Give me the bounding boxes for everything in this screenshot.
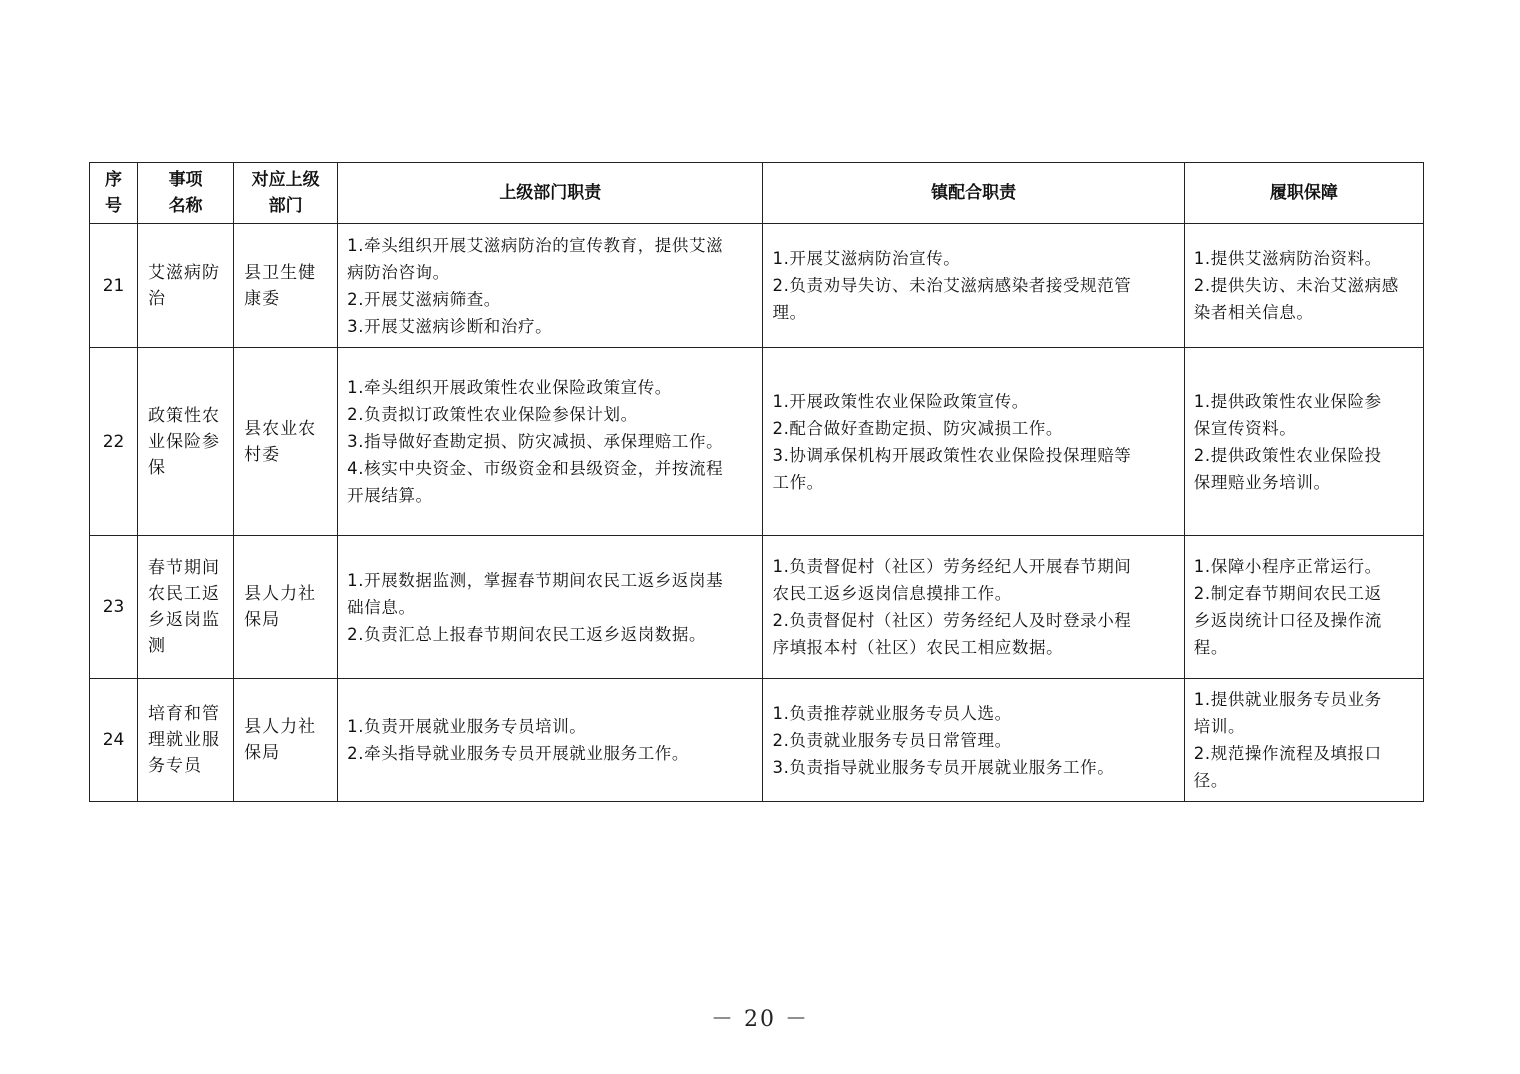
header-upper-dept: 对应上级 部门 — [234, 163, 338, 224]
guarantee: 1.提供政策性农业保险参 保宣传资料。 2.提供政策性农业保险投 保理赔业务培训。 — [1184, 348, 1423, 536]
table-row — [90, 679, 1424, 802]
town-duties: 1.负责推荐就业服务专员人选。 2.负责就业服务专员日常管理。 3.负责指导就业服务专员开展就业服务工作。 — [763, 679, 1184, 802]
upper-department: 县农业农 村委 — [234, 348, 338, 536]
header-upper-duties: 上级部门职责 — [338, 163, 763, 224]
header-item-name: 事项 名称 — [138, 163, 234, 224]
guarantee: 1.提供就业服务专员业务 培训。 2.规范操作流程及填报口 径。 — [1184, 679, 1423, 802]
upper-duties: 1.开展数据监测，掌握春节期间农民工返乡返岗基 础信息。 2.负责汇总上报春节期间农民工返乡返岗数据。 — [338, 536, 763, 679]
guarantee: 1.提供艾滋病防治资料。 2.提供失访、未治艾滋病感 染者相关信息。 — [1184, 224, 1423, 348]
upper-department: 县人力社 保局 — [234, 536, 338, 679]
guarantee: 1.保障小程序正常运行。 2.制定春节期间农民工返 乡返岗统计口径及操作流 程。 — [1184, 536, 1423, 679]
row-number: 21 — [90, 224, 138, 348]
header-no: 序 号 — [90, 163, 138, 224]
upper-department: 县人力社 保局 — [234, 679, 338, 802]
duty-table — [89, 162, 1424, 802]
upper-duties: 1.牵头组织开展艾滋病防治的宣传教育，提供艾滋 病防治咨询。 2.开展艾滋病筛查。 3.开展艾滋病诊断和治疗。 — [338, 224, 763, 348]
upper-duties: 1.牵头组织开展政策性农业保险政策宣传。 2.负责拟订政策性农业保险参保计划。 3.指导做好查勘定损、防灾减损、承保理赔工作。 4.核实中央资金、市级资金和县级资金，并按流程 开展结算。 — [338, 348, 763, 536]
town-duties: 1.开展艾滋病防治宣传。 2.负责劝导失访、未治艾滋病感染者接受规范管 理。 — [763, 224, 1184, 348]
table-row — [90, 224, 1424, 348]
header-guarantee: 履职保障 — [1184, 163, 1423, 224]
item-name: 艾滋病防 治 — [138, 224, 234, 348]
page-number: － 20 － — [711, 1007, 809, 1032]
table-row — [90, 348, 1424, 536]
header-town-duties: 镇配合职责 — [763, 163, 1184, 224]
item-name: 培育和管 理就业服 务专员 — [138, 679, 234, 802]
town-duties: 1.负责督促村（社区）劳务经纪人开展春节期间 农民工返乡返岗信息摸排工作。 2.负责督促村（社区）劳务经纪人及时登录小程 序填报本村（社区）农民工相应数据。 — [763, 536, 1184, 679]
table-header-row — [90, 163, 1424, 224]
row-number: 22 — [90, 348, 138, 536]
town-duties: 1.开展政策性农业保险政策宣传。 2.配合做好查勘定损、防灾减损工作。 3.协调承保机构开展政策性农业保险投保理赔等 工作。 — [763, 348, 1184, 536]
item-name: 春节期间 农民工返 乡返岗监 测 — [138, 536, 234, 679]
item-name: 政策性农 业保险参 保 — [138, 348, 234, 536]
upper-department: 县卫生健 康委 — [234, 224, 338, 348]
upper-duties: 1.负责开展就业服务专员培训。 2.牵头指导就业服务专员开展就业服务工作。 — [338, 679, 763, 802]
table-row — [90, 536, 1424, 679]
row-number: 23 — [90, 536, 138, 679]
row-number: 24 — [90, 679, 138, 802]
